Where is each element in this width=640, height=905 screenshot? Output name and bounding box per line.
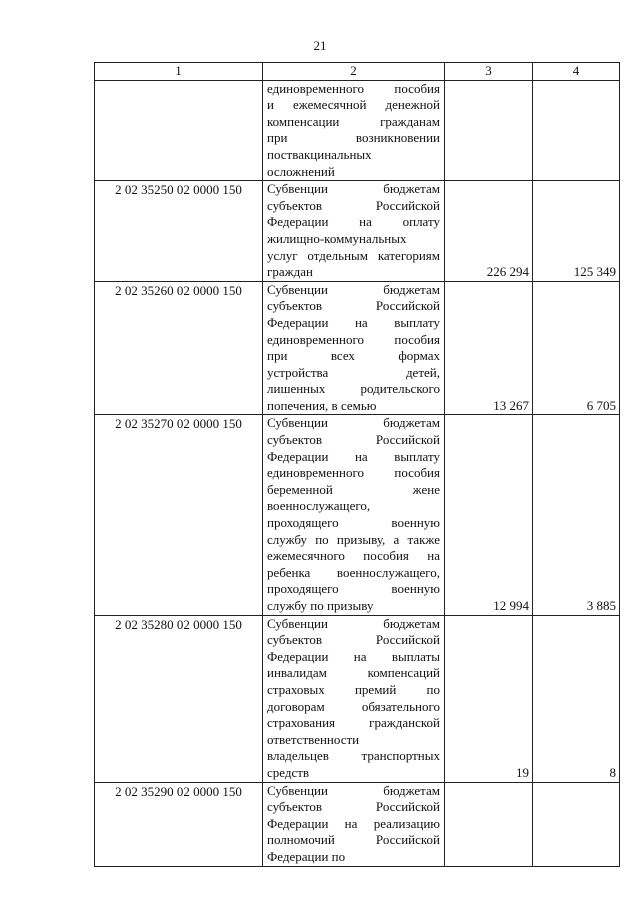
- value-col-4-cell: [533, 80, 620, 181]
- description-line: службу по призыву, а также: [267, 531, 440, 547]
- description-line: Федерации на выплаты: [267, 648, 440, 664]
- page-number: 21: [313, 38, 327, 53]
- description-line: владельцев транспортных: [267, 748, 440, 764]
- description-line: субъектов Российской: [267, 432, 440, 448]
- description-line: Субвенции бюджетам: [267, 415, 440, 431]
- description-line: страхования гражданской: [267, 715, 440, 731]
- description-cell: [263, 80, 445, 181]
- description-line: субъектов Российской: [267, 632, 440, 648]
- description-line: ответственности: [267, 731, 360, 747]
- description-line: Федерации на выплату: [267, 448, 440, 464]
- budget-code-cell: 2 02 35260 02 0000 150: [95, 281, 263, 415]
- value-col-4-cell: 3 885: [533, 415, 620, 615]
- description-line: граждан: [267, 264, 313, 280]
- table-row: [95, 80, 620, 181]
- budget-code-cell: 2 02 35280 02 0000 150: [95, 615, 263, 782]
- description-line: единовременного пособия: [267, 331, 440, 347]
- description-line: Субвенции бюджетам: [267, 615, 440, 631]
- description-line: Федерации по: [267, 848, 346, 864]
- budget-code-cell: 2 02 35250 02 0000 150: [95, 181, 263, 282]
- description-line: проходящего военную: [267, 515, 440, 531]
- budget-table: [94, 62, 620, 867]
- description-line: единовременного пособия: [267, 465, 440, 481]
- description-line: договорам обязательного: [267, 698, 440, 714]
- header-col-2: 2: [263, 63, 445, 81]
- table-row: [95, 181, 620, 282]
- table-row: [95, 782, 620, 866]
- budget-code-cell: [95, 80, 263, 181]
- header-col-3: 3: [445, 63, 533, 81]
- description-cell: [263, 415, 445, 615]
- description-line: лишенных родительского: [267, 381, 440, 397]
- description-line: осложнений: [267, 163, 335, 179]
- description-cell: [263, 615, 445, 782]
- value-col-4-cell: 6 705: [533, 281, 620, 415]
- table-header-row: [95, 63, 620, 81]
- description-line: Субвенции бюджетам: [267, 782, 440, 798]
- description-line: компенсации гражданам: [267, 113, 440, 129]
- description-line: военнослужащего,: [267, 498, 371, 514]
- description-cell: [263, 181, 445, 282]
- description-line: ежемесячного пособия на: [267, 548, 440, 564]
- description-line: страховых премий по: [267, 681, 440, 697]
- description-line: Федерации на оплату: [267, 214, 440, 230]
- description-line: Субвенции бюджетам: [267, 181, 440, 197]
- description-line: и ежемесячной денежной: [267, 97, 440, 113]
- header-col-1: 1: [95, 63, 263, 81]
- description-line: полномочий Российской: [267, 832, 440, 848]
- description-line: ребенка военнослужащего,: [267, 564, 440, 580]
- description-line: Субвенции бюджетам: [267, 281, 440, 297]
- description-line: попечения, в семью: [267, 397, 377, 413]
- value-col-4-cell: [533, 782, 620, 866]
- budget-code-cell: 2 02 35290 02 0000 150: [95, 782, 263, 866]
- description-line: при возникновении: [267, 130, 440, 146]
- description-line: службу по призыву: [267, 598, 374, 613]
- description-line: беременной жене: [267, 481, 440, 497]
- header-col-4: 4: [533, 63, 620, 81]
- table-row: [95, 615, 620, 782]
- description-line: жилищно-коммунальных: [267, 230, 407, 246]
- description-line: проходящего военную: [267, 581, 440, 597]
- description-line: Федерации на выплату: [267, 314, 440, 330]
- description-cell: [263, 782, 445, 866]
- budget-code-cell: 2 02 35270 02 0000 150: [95, 415, 263, 615]
- value-col-3-cell: 19: [445, 615, 533, 782]
- value-col-3-cell: 12 994: [445, 415, 533, 615]
- description-line: поствакцинальных: [267, 146, 372, 162]
- description-cell: [263, 281, 445, 415]
- description-line: средств: [267, 764, 310, 780]
- description-line: услуг отдельным категориям: [267, 247, 440, 263]
- value-col-3-cell: 226 294: [445, 181, 533, 282]
- value-col-3-cell: [445, 782, 533, 866]
- table-row: [95, 415, 620, 615]
- value-col-4-cell: 8: [533, 615, 620, 782]
- value-col-3-cell: 13 267: [445, 281, 533, 415]
- description-line: субъектов Российской: [267, 197, 440, 213]
- description-line: при всех формах: [267, 348, 440, 364]
- description-line: субъектов Российской: [267, 298, 440, 314]
- description-line: Федерации на реализацию: [267, 815, 440, 831]
- description-line: субъектов Российской: [267, 799, 440, 815]
- description-line: единовременного пособия: [267, 80, 440, 96]
- description-line: инвалидам компенсаций: [267, 665, 440, 681]
- description-line: устройства детей,: [267, 364, 440, 380]
- value-col-3-cell: [445, 80, 533, 181]
- value-col-4-cell: 125 349: [533, 181, 620, 282]
- table-row: [95, 281, 620, 415]
